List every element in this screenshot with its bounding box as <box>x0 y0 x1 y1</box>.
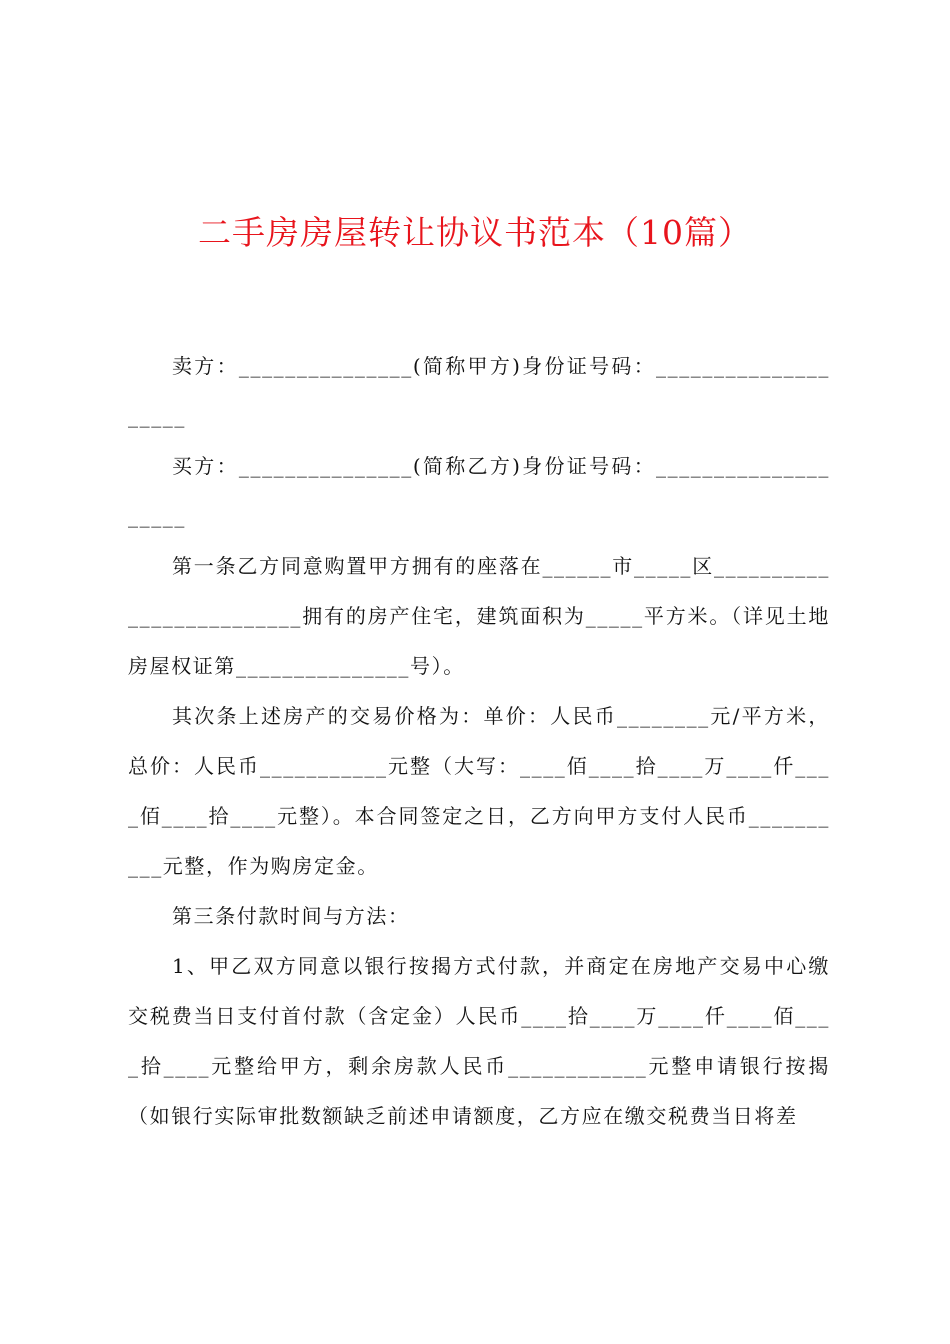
document-body <box>128 341 830 1141</box>
buyer-paragraph: 买方：_______________(简称乙方)身份证号码：____________________ <box>128 454 830 528</box>
article-three-heading: 第三条付款时间与方法： <box>172 904 410 928</box>
document-title: 二手房房屋转让协议书范本（10篇） <box>198 213 752 252</box>
seller-paragraph: 卖方：_______________(简称甲方)身份证号码：____________________ <box>128 354 830 428</box>
article-one-paragraph: 第一条乙方同意购置甲方拥有的座落在______市_____区_________________________拥有的房产住宅，建筑面积为_____平方米。（详见土地房屋权证第_______________号）。 <box>128 554 830 678</box>
payment-clause-paragraph: 1、甲乙双方同意以银行按揭方式付款，并商定在房地产交易中心缴交税费当日支付首付款（含定金）人民币____拾____万____仟____佰____拾____元整给甲方，剩余房款人民币____________元整申请银行按揭（如银行实际审批数额缺乏前述申请额度，乙方应在缴交税费当日将差 <box>128 954 830 1128</box>
article-two-paragraph: 其次条上述房产的交易价格为：单价：人民币________元/平方米，总价：人民币___________元整（大写：____佰____拾____万____仟____佰____拾____元整）。本合同签定之日，乙方向甲方支付人民币__________元整，作为购房定金。 <box>128 704 830 878</box>
